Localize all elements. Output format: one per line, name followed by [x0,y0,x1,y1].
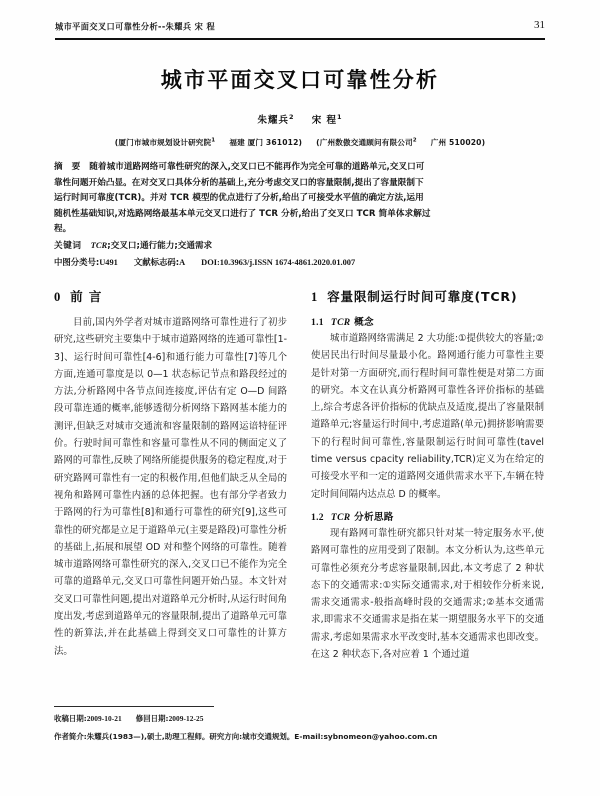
section-title-1-2: 分析思路 [350,511,394,523]
column-right [311,286,544,663]
section-number-0: 0 [54,290,62,304]
abstract-line [54,160,546,176]
affiliation-line [0,137,600,148]
abstract-line: 运行时间可靠度(TCR)。并对 TCR 模型的优点进行了分析,给出了可接受水平值的确定方法,运用 [54,193,424,204]
section-heading-1-1 [311,314,544,328]
affiliation-1-name: (厦门市城市规划设计研究院 [114,138,212,147]
abstract-line: 程。 [54,224,72,235]
author-1-name: 朱耀兵 [257,115,289,126]
clc-label: 中图分类号: [54,256,100,267]
affiliation-2-address: 广州 510020) [430,138,486,147]
footnote-author-bio [54,731,554,742]
running-head [55,21,545,37]
footnote-dates [54,713,554,724]
section-heading-0 [54,286,287,305]
author-2-name: 宋 程 [311,115,338,126]
affiliation-2-name: (广州数傲交通顾问有限公司 [316,138,413,147]
revised-date: 2009-12-25 [168,714,204,723]
running-head-title: 城市平面交叉口可靠性分析--朱耀兵 宋 程 [55,21,216,32]
section-number-1-2: 1.2 [311,511,324,523]
affiliation-2-mark: 2 [412,137,417,144]
author-1-affil-mark: 2 [288,112,295,121]
section-title-1-1: 概念 [350,317,374,328]
body-paragraph: 城市道路网络需满足 2 大功能:①提供较大的容量;②使居民出行时间尽量最小化。路网通行能力可靠性主要是针对第一方面研究,而行程时间可靠性便是对第二方面的研究。本文在认真分析路网可靠性各评价指标的基础上,综合考虑各评价指标的优缺点及适度,提出了容量限制道路单元;容量运行时间中,考虑道路(单元)拥挤影响需要下的行程时间可靠性,容量限制运行时间可靠性(tavel time versus cpacity reliability,TCR)定义为在给定的可接受水平和一定的道路网交通供需求水平下,车辆在特定时间间隔内达点总 D 的概率。 [311,333,544,500]
abstract-label: 摘 要 [54,162,84,172]
keywords-line [54,238,546,255]
revised-label: 修回日期: [135,714,169,723]
abstract-line: 靠性问题开始凸显。在对交叉口具体分析的基础上,充分考虑交叉口的容量限制,提出了容量限制下 [54,177,424,188]
section-heading-1 [311,286,544,305]
classification-line [54,255,546,271]
doc-type-label: 文献标志码: [133,256,180,267]
body-paragraph: 目前,国内外学者对城市道路网络可靠性进行了初步研究,这些研究主要集中于城市道路网络的连通可靠性[1-3]、运行时间可靠性[4-6]和通行能力可靠性[7]等几个方面,连通可靠度是以 0—1 状态标记节点和路段经过的方法,分析路网中各节点间连接度,评估有定 O—D 间路段可靠连通的概率,能够透彻分析网络下路网基本能力的测评,但缺乏对城市交通流和容量限制的路网运谙特征评价。行驶时间可靠性和容量可靠性从不同的侧面定义了路网的可靠性,反映了网络所能提供服务的稳定程度,对于研究路网可靠性有一定的积极作用,但他们缺乏从全局的视角和路网可靠性内涵的总体把握。也有部分学者致力于路网的行为可靠性[8]和通行可靠性的研究[9],这些可靠性的研究都是立足于道路单元(主要是路段)可靠性分析的基础上,拓展和展望 OD 对和整个网络的可靠性。随着城市道路网络可靠性研究的深入,交叉口已不能作为完全可靠的道路单元,交叉口可靠性问题开始凸显。本文针对交叉口可靠性问题,提出对道路单元分析时,从运行时间角度出发,考虑到道路单元的容量限制,提出了道路单元可靠性的新算法,并在此基础上得到交叉口可靠性的计算方法。 [54,317,287,657]
abstract-block [54,160,546,270]
section-title-1-1-acronym: TCR [330,317,351,328]
page-title: 城市平面交叉口可靠性分析 [160,68,440,92]
section-heading-1-2 [311,509,544,523]
abstract-text: 随着城市道路网络可靠性研究的深入,交叉口已不能再作为完全可靠的道路单元,交叉口可 [89,162,425,172]
bio-label: 作者简介: [54,732,87,741]
footnote-rule [54,706,214,707]
abstract-line: 随机性基础知识,对选路网络最基本单元交叉口进行了 TCR 分析,给出了交叉口 TCR 简单体求解过 [54,208,431,219]
clc-value: U491 [99,257,118,267]
page-number: 31 [534,19,545,31]
doi-label: DOI: [201,257,220,267]
author-2-affil-mark: 1 [337,112,343,121]
header-rule [55,38,545,40]
bio-text: 朱耀兵(1983—),硕士,助理工程师。研究方向:城市交通规划。E-mail:sybnomeon@yahoo.com.cn [86,732,438,741]
keywords-first: TCR [90,239,108,250]
received-label: 收稿日期: [54,714,87,723]
column-left [54,286,287,660]
affiliation-1-mark: 1 [211,137,216,144]
doc-type-value: A [179,257,186,267]
received-date: 2009-10-21 [86,714,122,723]
section-title-1: 容量限制运行时间可靠度(TCR) [327,289,518,304]
section-title-1-2-acronym: TCR [330,511,351,523]
section-number-1: 1 [311,290,319,304]
body-paragraph: 现有路网可靠性研究都只针对某一特定服务水平,使路网可靠性的应用受到了限制。本文分析认为,这些单元可靠性必须充分考虑容量限制,因此,本文考虑了 2 种状态下的交通需求:①实际交通需求,对于相较作分析来说,需求交通需求-般指高峰时段的交通需求;②基本交通需求,即需求不交通需求是指在某一期望服务水平下的交通需求,考虑如果需求水平改变时,基本交通需求也即改变。在这 2 种状态下,各对应着 1 个通过道 [311,527,544,661]
section-number-1-1: 1.1 [311,317,324,328]
author-line [0,112,600,126]
affiliation-1-address: 福建 厦门 361012) [229,138,303,147]
keywords-rest: ;交叉口;通行能力;交通需求 [107,240,213,251]
doi-value: 10.3963/j.ISSN 1674-4861.2020.01.007 [219,257,356,267]
section-title-0: 前 言 [70,289,103,304]
keywords-label: 关键词 [54,240,82,251]
